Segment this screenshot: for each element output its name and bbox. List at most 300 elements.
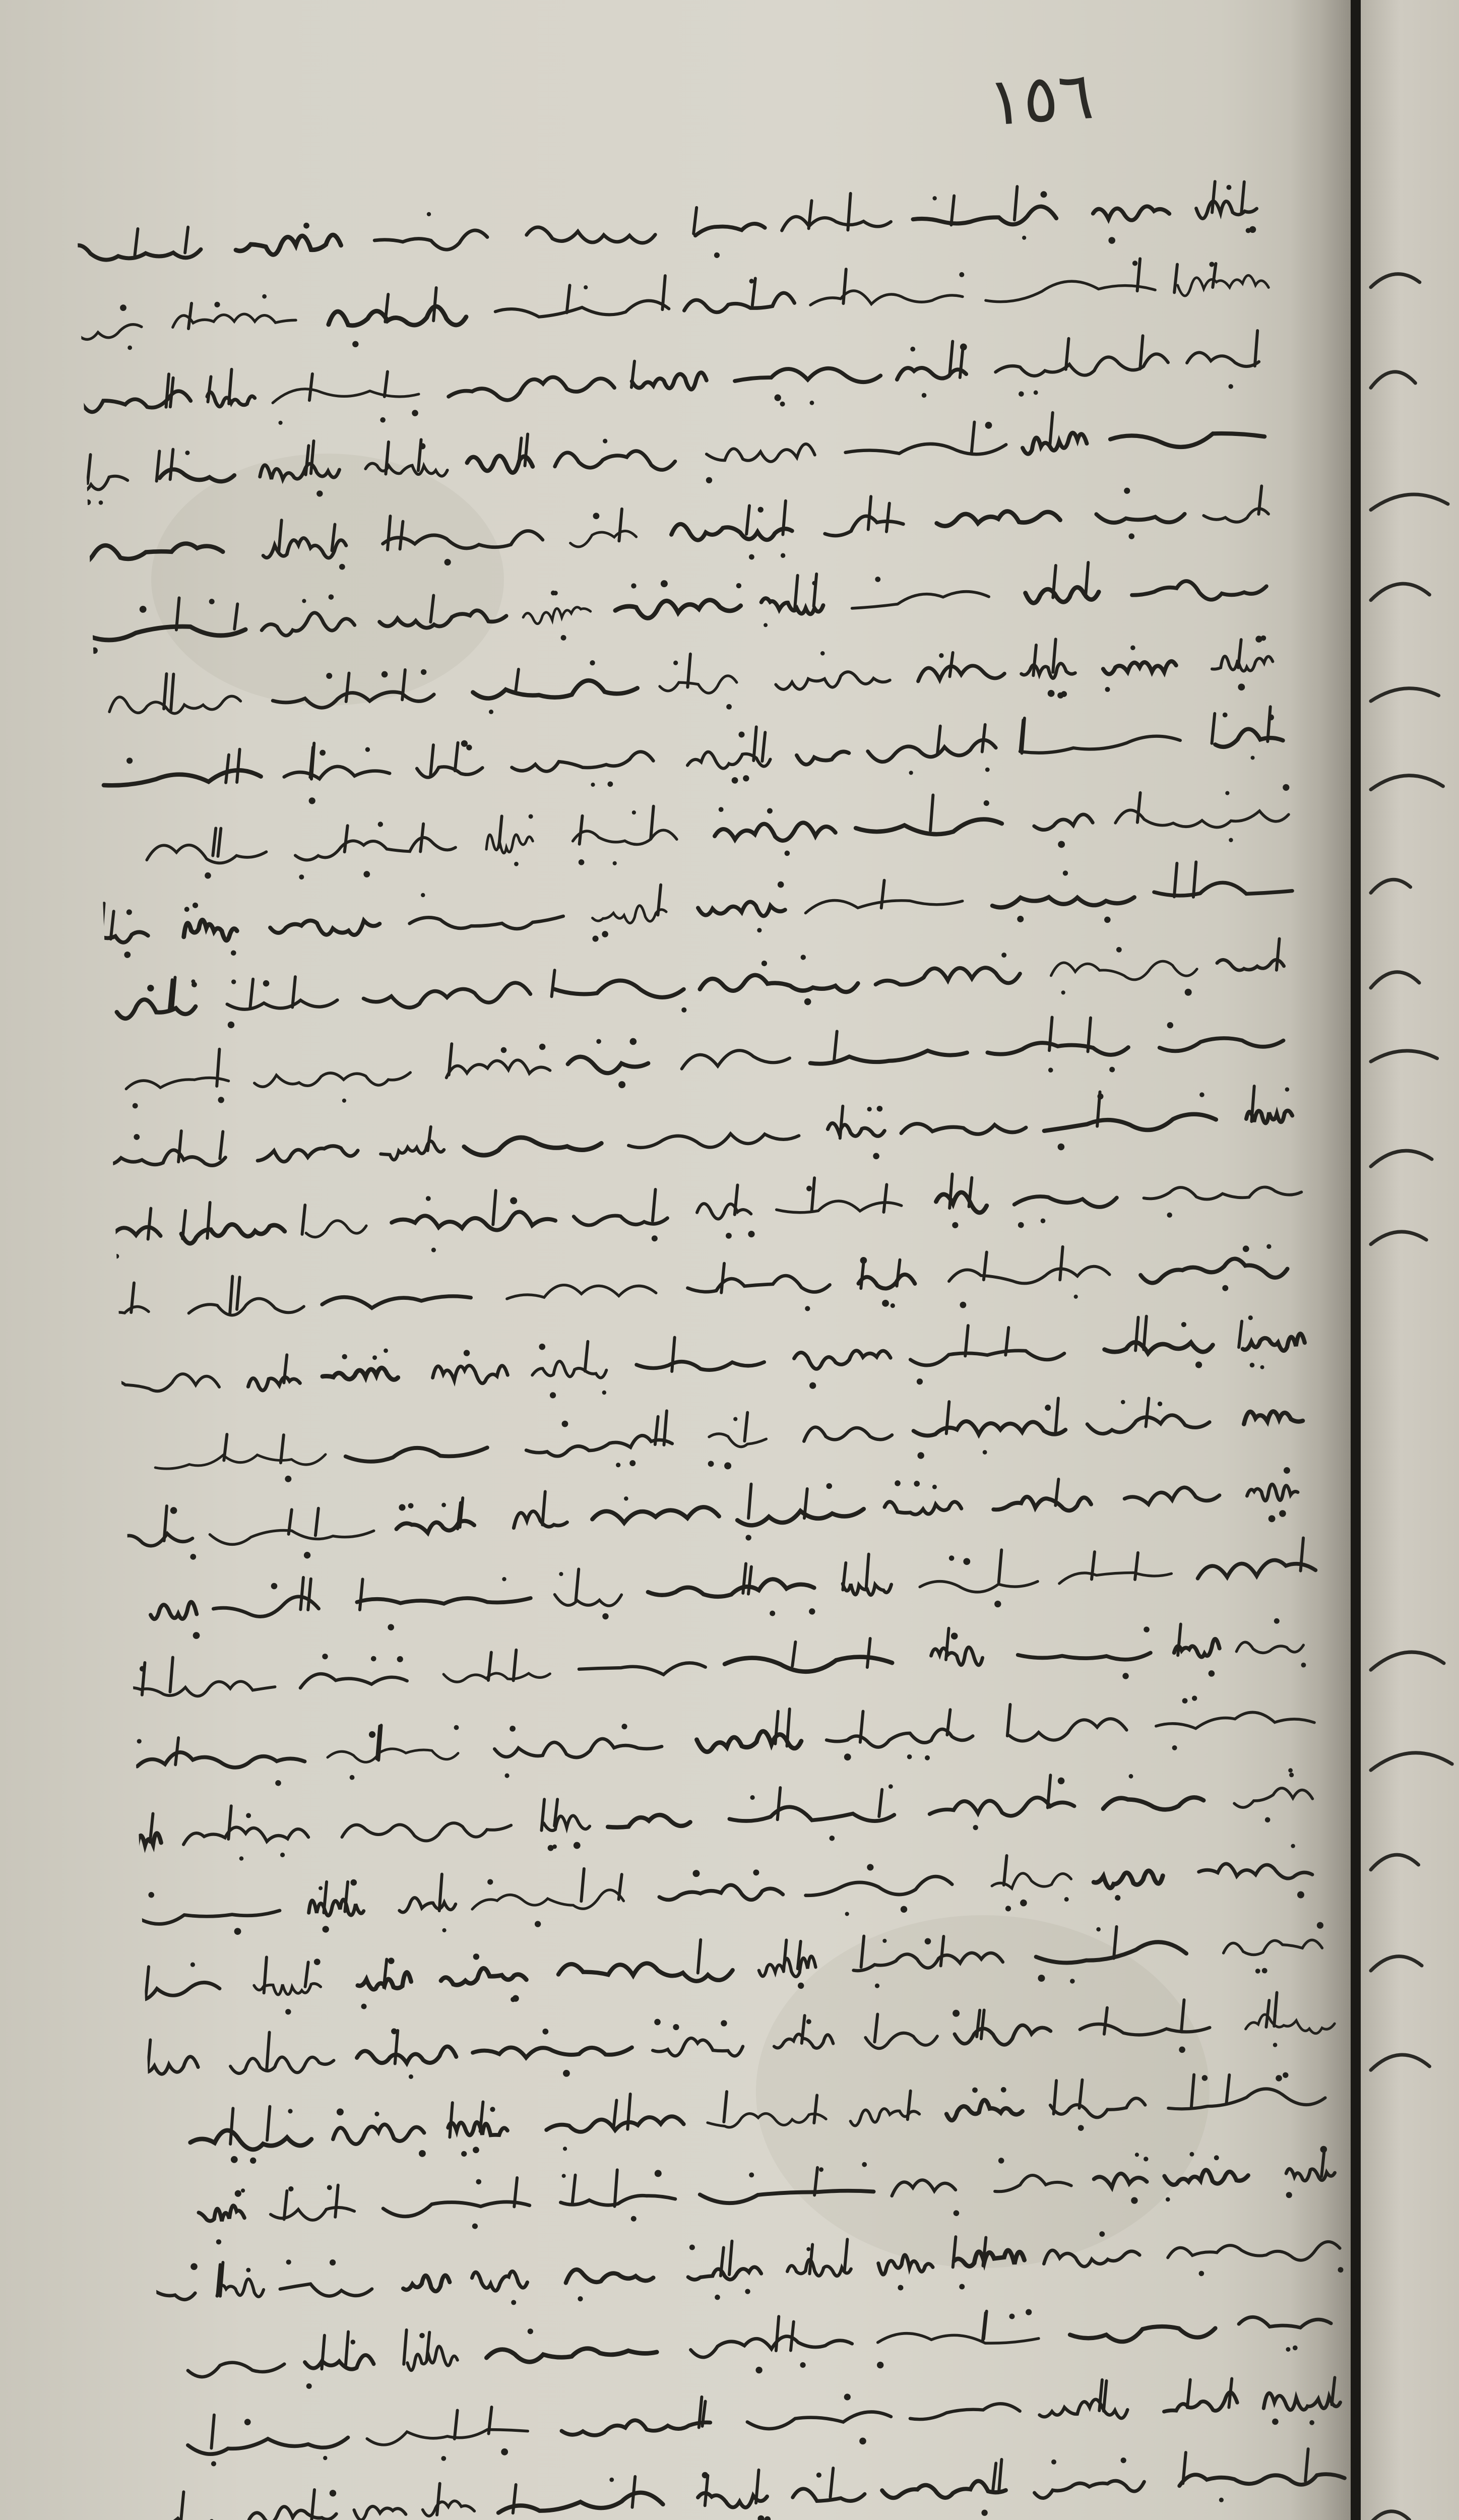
ink-dot	[134, 1134, 140, 1140]
ink-dot	[342, 1354, 347, 1359]
ink-dot	[1045, 1405, 1051, 1411]
ink-dot	[616, 1463, 621, 1468]
ink-dot	[784, 850, 790, 856]
ink-word	[652, 2036, 743, 2059]
ink-ascender	[661, 276, 667, 309]
ink-dot	[476, 2179, 481, 2184]
ink-ascender	[236, 749, 241, 782]
ink-dot	[1228, 384, 1233, 389]
ink-dot	[778, 881, 784, 888]
ink-word	[797, 751, 850, 765]
ink-word	[144, 1982, 220, 2001]
ink-dot	[721, 2020, 727, 2027]
ink-word	[681, 1048, 790, 1068]
ink-ascender	[970, 422, 975, 452]
ink-dot	[748, 1231, 755, 1238]
ink-ascender	[1212, 264, 1217, 287]
ink-ascender	[949, 653, 954, 676]
ink-dot	[262, 294, 267, 299]
ink-ascender	[184, 227, 189, 253]
ink-dot	[1276, 2075, 1282, 2082]
ink-dot	[1184, 988, 1192, 996]
ink-dot	[148, 1892, 154, 1898]
ink-word	[227, 999, 338, 1011]
ink-ascender	[301, 1205, 306, 1234]
ink-dot	[314, 1959, 321, 1965]
adjacent-page-script	[1361, 0, 1459, 2520]
ink-dot	[1034, 390, 1038, 395]
ink-dot	[951, 1632, 958, 1640]
ink-word	[333, 2123, 424, 2145]
ink-ascender	[103, 903, 105, 938]
ink-word	[684, 292, 795, 313]
ink-word	[473, 2043, 632, 2060]
ink-word	[696, 1202, 751, 1220]
ink-ascender	[829, 2468, 834, 2497]
ink-word	[126, 1533, 193, 1551]
adjacent-ink-word	[1371, 494, 1448, 510]
ink-dot	[629, 1038, 637, 1045]
ink-ascender	[233, 604, 238, 629]
ink-dot	[1064, 1897, 1069, 1902]
ink-word	[936, 1191, 987, 1214]
ink-dot	[327, 2185, 332, 2190]
ink-dot	[781, 553, 786, 558]
ink-dot	[932, 196, 937, 201]
ink-dot	[124, 952, 131, 958]
ink-dot	[909, 771, 913, 775]
ink-word	[354, 2505, 406, 2520]
ink-ascender	[907, 2091, 912, 2120]
ink-dot	[1272, 2418, 1279, 2425]
ink-dot	[388, 1958, 395, 1964]
ink-dot	[1219, 2497, 1224, 2502]
ink-ascender	[775, 2316, 780, 2351]
ink-word	[111, 1148, 226, 1171]
ink-dot	[1063, 870, 1068, 876]
ink-word	[929, 1796, 1075, 1819]
adjacent-ink-word	[1371, 1753, 1452, 1770]
ink-word	[328, 1746, 459, 1764]
ink-dot	[1223, 712, 1228, 717]
ink-dot	[804, 998, 811, 1005]
ink-dot	[409, 2074, 413, 2079]
ink-word	[1094, 2173, 1147, 2188]
ink-dot	[1265, 1817, 1271, 1822]
ink-ascender	[812, 574, 817, 606]
ink-ascender	[1003, 1856, 1008, 1885]
ink-dot	[275, 1780, 281, 1786]
ink-word	[357, 2046, 457, 2066]
ink-dot	[246, 1813, 251, 1818]
ink-word	[1156, 1710, 1314, 1730]
ink-word	[1115, 804, 1289, 831]
ink-dot	[464, 1350, 470, 1356]
ink-word	[396, 1521, 474, 1534]
ink-ascender	[786, 1709, 791, 1746]
ink-word	[392, 1211, 556, 1234]
ink-dot	[205, 872, 211, 879]
ink-dot	[304, 1552, 311, 1559]
ink-dot	[380, 417, 386, 423]
ink-word	[109, 692, 241, 716]
ink-ascender	[612, 2100, 617, 2127]
ink-word	[181, 1222, 285, 1243]
ink-dot	[330, 2259, 336, 2266]
ink-word	[897, 366, 966, 381]
ink-dot	[819, 2167, 823, 2172]
ink-dot	[1026, 2309, 1032, 2315]
ink-dot	[303, 223, 309, 229]
ink-dot	[263, 980, 270, 987]
ink-word	[700, 2188, 874, 2204]
ink-dot	[408, 1503, 413, 1508]
ink-ascender	[314, 1508, 320, 1536]
ink-ascender	[169, 1657, 174, 1691]
ink-dot	[1061, 990, 1065, 995]
ink-word	[146, 2056, 198, 2075]
ink-word	[422, 2500, 474, 2516]
ink-dot	[561, 2174, 565, 2178]
ink-dot	[316, 490, 323, 497]
ink-dot	[981, 2509, 988, 2516]
ink-dot	[1283, 784, 1290, 791]
ink-ascender	[882, 1184, 887, 1212]
ink-ascender	[842, 269, 848, 303]
ink-word	[1020, 735, 1180, 754]
ink-word	[592, 905, 667, 925]
folio-number: ١٥٦	[985, 56, 1096, 141]
ink-dot	[473, 2147, 479, 2153]
ink-word	[758, 1956, 816, 1978]
ink-word	[216, 2279, 264, 2298]
ink-dot	[917, 1378, 923, 1385]
ink-word	[810, 287, 963, 306]
ink-dot	[399, 1504, 406, 1511]
ink-word	[555, 1592, 622, 1608]
ink-dot	[738, 731, 744, 737]
ink-word	[561, 2417, 711, 2436]
ink-word	[560, 2194, 675, 2207]
ink-ascender	[948, 341, 954, 373]
ink-word	[473, 678, 638, 701]
ink-word	[1247, 1483, 1298, 1501]
ink-dot	[1320, 2146, 1327, 2153]
ink-dot	[1248, 1315, 1253, 1320]
ink-word	[120, 1372, 220, 1395]
ink-ascender	[1049, 413, 1054, 446]
ink-ascender	[584, 1342, 589, 1371]
ink-ascender	[1192, 862, 1197, 897]
ink-ascender	[436, 2484, 441, 2515]
ink-dot	[382, 671, 388, 677]
ink-word	[1087, 1414, 1210, 1434]
ink-dot	[231, 950, 236, 956]
ink-word	[875, 965, 1020, 988]
ink-dot	[994, 1601, 1001, 1608]
ink-word	[852, 591, 989, 608]
ink-word	[1059, 1569, 1172, 1584]
ink-dot	[329, 2490, 336, 2497]
ink-ascender	[278, 520, 283, 552]
ink-dot	[1172, 1745, 1177, 1750]
ink-dot	[191, 2263, 198, 2270]
ink-dot	[1262, 1968, 1267, 1973]
ink-word	[248, 2505, 336, 2520]
ink-word	[383, 2199, 530, 2218]
ink-dot	[91, 647, 98, 654]
ink-ascender	[162, 674, 168, 709]
ink-dot	[384, 1348, 388, 1353]
ink-ascender	[310, 2490, 315, 2520]
adjacent-ink-word	[1371, 584, 1429, 600]
ink-ascender	[579, 816, 584, 844]
ink-dot	[800, 955, 806, 960]
ink-word	[946, 2099, 1023, 2121]
ink-dot	[1201, 2075, 1208, 2081]
ink-word	[1242, 1334, 1305, 1352]
ink-dot	[244, 2419, 251, 2425]
ink-word	[448, 375, 615, 403]
ink-dot	[510, 1197, 518, 1205]
ink-dot	[454, 1725, 459, 1730]
ink-word	[77, 240, 201, 262]
ink-dot	[985, 768, 990, 772]
ink-ascender	[743, 1413, 748, 1441]
adjacent-page-edge	[1361, 0, 1459, 2520]
ink-word	[141, 1911, 280, 1925]
ink-word	[803, 1424, 892, 1442]
ink-ascender	[865, 1554, 870, 1590]
ink-ascender	[307, 1579, 312, 1610]
ink-word	[794, 1349, 891, 1370]
ink-ascender	[776, 1788, 781, 1819]
ink-ascender	[981, 725, 986, 752]
ink-ascender	[87, 455, 92, 483]
ink-dot	[932, 1485, 937, 1489]
ink-word	[126, 1077, 229, 1089]
ink-dot	[431, 1247, 436, 1252]
ink-dot	[826, 1483, 832, 1489]
ink-ascender	[384, 372, 389, 397]
ink-dot	[441, 1503, 446, 1507]
ink-word	[513, 1510, 567, 1528]
ink-dot	[1250, 755, 1254, 760]
ink-dot	[397, 1656, 403, 1663]
ink-dot	[762, 961, 768, 967]
ink-ascender	[551, 970, 556, 996]
ink-ascender	[791, 1642, 796, 1666]
ink-dot	[806, 2019, 811, 2024]
ink-word	[1043, 2247, 1140, 2268]
ink-dot	[983, 800, 989, 806]
ink-dot	[708, 1461, 714, 1467]
ink-dot	[419, 2150, 426, 2157]
ink-dot	[114, 1254, 119, 1259]
ink-ascender	[1134, 1553, 1139, 1580]
ink-dot	[829, 1836, 835, 1841]
ink-word	[931, 1647, 983, 1667]
ink-dot	[724, 1462, 732, 1470]
ink-dot	[898, 2285, 903, 2290]
ink-ascender	[147, 1209, 152, 1239]
ink-dot	[1047, 690, 1054, 697]
ink-dot	[1121, 1400, 1125, 1404]
ink-dot	[1214, 2155, 1219, 2160]
ink-dot	[745, 2289, 750, 2294]
ink-dot	[1283, 2072, 1289, 2078]
ink-dot	[1293, 2345, 1298, 2350]
ink-word	[1239, 2314, 1331, 2330]
ink-dot	[444, 559, 451, 566]
ink-word	[1159, 1036, 1284, 1051]
ink-word	[1124, 1486, 1220, 1505]
ink-dot	[128, 345, 132, 350]
ink-dot	[574, 1842, 581, 1849]
ink-dot	[302, 599, 306, 603]
ink-word	[432, 1363, 508, 1385]
ink-dot	[322, 1654, 328, 1660]
ink-dot	[559, 1572, 563, 1577]
ink-ascender	[334, 2185, 339, 2217]
ink-dot	[337, 2108, 344, 2116]
ink-dot	[120, 304, 126, 311]
ink-word	[698, 901, 785, 919]
ink-dot	[1268, 1515, 1275, 1522]
ink-word	[1236, 1640, 1304, 1655]
ink-word	[91, 624, 246, 641]
ink-ascender	[359, 1579, 364, 1610]
ink-word	[188, 1297, 304, 1317]
ink-dot	[1226, 185, 1231, 190]
ink-dot	[757, 507, 764, 513]
ink-ascender	[652, 1189, 657, 1221]
ink-dot	[371, 1656, 376, 1662]
adjacent-ink-word	[1371, 1855, 1419, 1870]
ink-word	[1144, 1183, 1302, 1202]
ink-dot	[184, 907, 189, 912]
ink-ascender	[210, 2415, 216, 2448]
ink-word	[1034, 2480, 1145, 2498]
ink-word	[399, 1896, 456, 1912]
ink-dot	[137, 1739, 142, 1744]
ink-ascender	[266, 2107, 271, 2140]
ink-dot	[1022, 235, 1027, 240]
ink-dot	[749, 2172, 754, 2177]
ink-ascender	[580, 1869, 585, 1901]
ink-word	[132, 1679, 276, 1699]
ink-word	[1093, 206, 1169, 222]
ink-dot	[1120, 2458, 1126, 2464]
ink-ascender	[1211, 181, 1216, 212]
adjacent-ink-word	[1371, 2511, 1410, 2520]
ink-word	[1051, 958, 1197, 983]
ink-dot	[1128, 1774, 1133, 1779]
ink-word	[486, 2344, 657, 2364]
ink-dot	[612, 861, 617, 866]
ink-word	[1215, 728, 1283, 747]
ink-dot	[820, 651, 825, 656]
ink-ascender	[228, 369, 233, 404]
ink-ascender	[980, 2010, 985, 2039]
ink-word	[592, 1506, 719, 1524]
ink-dot	[800, 2362, 806, 2368]
ink-ascender	[873, 2014, 878, 2042]
ink-dot	[231, 979, 236, 984]
adjacent-ink-word	[1371, 688, 1439, 701]
ink-ascender	[896, 1260, 901, 1286]
ink-dot	[185, 451, 189, 455]
ink-dot	[1040, 1218, 1045, 1223]
ink-dot	[867, 1107, 872, 1112]
ink-word	[856, 818, 1002, 837]
ink-word	[116, 997, 196, 1019]
ink-word	[628, 1131, 799, 1150]
ink-ascender	[566, 285, 571, 312]
ink-word	[526, 1434, 672, 1458]
ink-dot	[426, 1196, 431, 1201]
ink-dot	[798, 1982, 804, 1989]
ink-ascender	[1331, 2377, 1336, 2405]
ink-dot	[632, 810, 637, 815]
ink-dot	[873, 1153, 879, 1159]
ink-word	[248, 1376, 300, 1391]
ink-ascender	[236, 1277, 241, 1309]
ink-dot	[1020, 1900, 1027, 1907]
ink-dot	[681, 1007, 687, 1013]
ink-word	[1164, 2168, 1248, 2185]
ink-ascender	[212, 828, 217, 855]
ink-dot	[1288, 1768, 1293, 1773]
ink-dot	[510, 1726, 516, 1732]
ink-dot	[1135, 2153, 1139, 2157]
ink-dot	[862, 2162, 867, 2167]
ink-ascender	[1113, 1927, 1118, 1959]
ink-dot	[809, 401, 814, 405]
ink-dot	[285, 2009, 291, 2015]
ink-dot	[412, 410, 418, 416]
ink-word	[300, 1671, 407, 1688]
ink-dot	[535, 1921, 541, 1927]
ink-dot	[998, 2158, 1004, 2164]
ink-word	[137, 1747, 305, 1771]
ink-ascender	[146, 2040, 151, 2072]
ink-dot	[365, 747, 370, 752]
ink-word	[1080, 2020, 1210, 2038]
ink-dot	[500, 1047, 506, 1053]
ink-word	[308, 1899, 364, 1917]
ink-dot	[876, 1106, 882, 1112]
ink-ascender	[1190, 2074, 1195, 2108]
ink-dot	[692, 1870, 700, 1877]
ink-word	[690, 2334, 853, 2358]
ink-word	[495, 300, 669, 319]
ink-dot	[631, 2216, 637, 2222]
ink-word	[1021, 663, 1075, 679]
ink-word	[987, 1040, 1129, 1060]
ink-ascender	[1273, 1993, 1279, 2027]
ink-dot	[214, 302, 220, 308]
ink-ascender	[867, 496, 872, 529]
ink-word	[573, 828, 677, 847]
ink-ascender	[280, 1435, 285, 1463]
ink-ascender	[512, 1650, 517, 1681]
ink-dot	[1286, 2192, 1292, 2198]
ink-word	[747, 2411, 891, 2430]
ink-dot	[1105, 687, 1110, 692]
ink-dot	[419, 2333, 425, 2339]
ink-dot	[328, 594, 334, 600]
